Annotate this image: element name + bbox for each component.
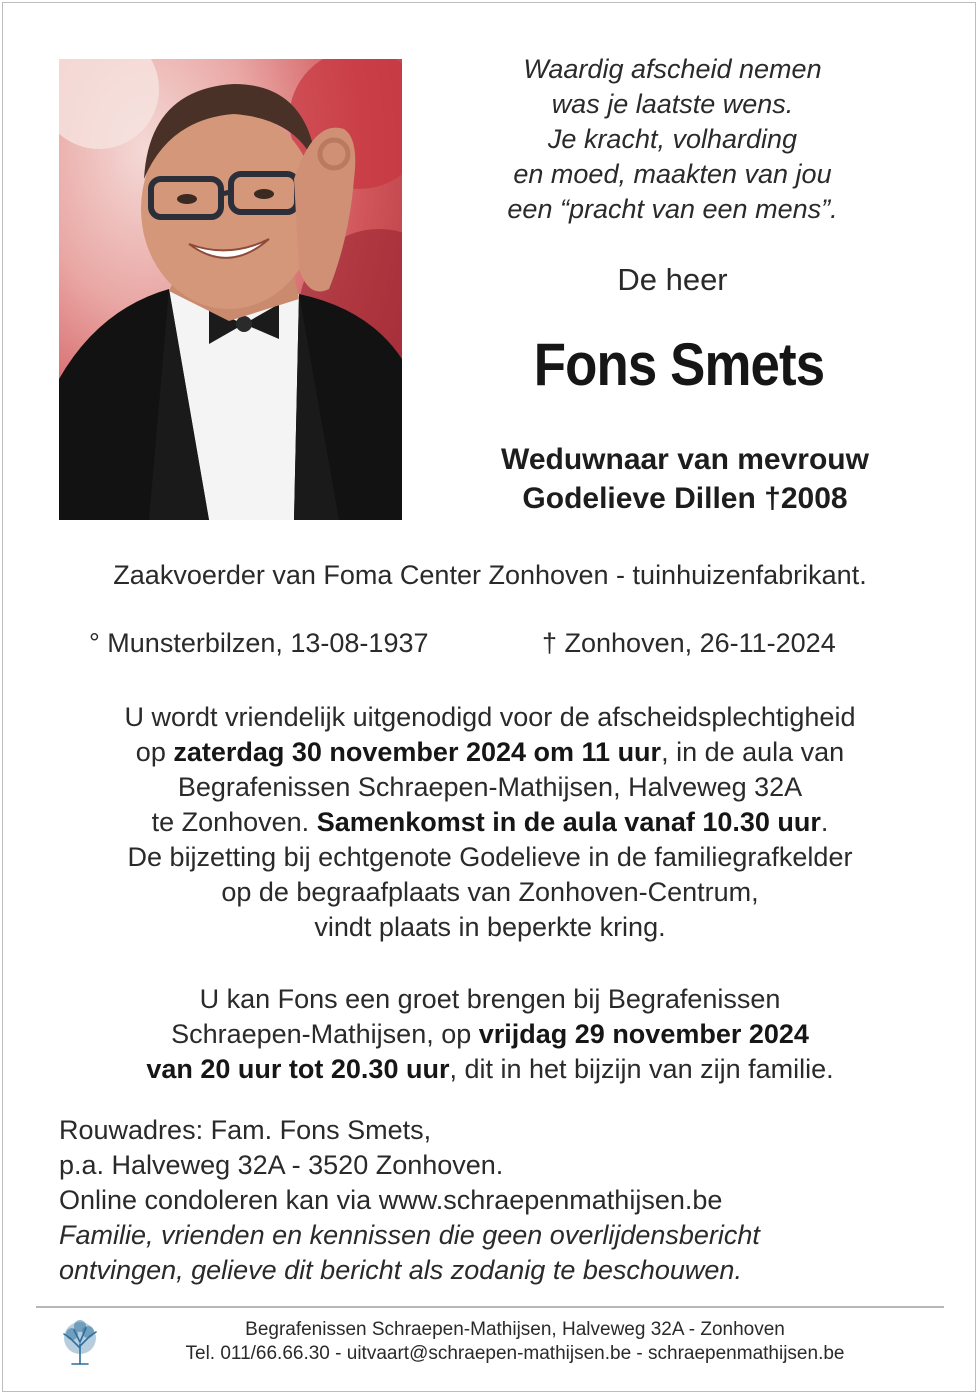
invitation-line: op zaterdag 30 november 2024 om 11 uur, in de aula van (135, 737, 845, 767)
mourning-address (59, 1113, 959, 1288)
visit-line: Schraepen-Mathijsen, op vrijdag 29 november 2024 (171, 1019, 809, 1049)
visitation-notice (0, 982, 980, 1087)
footer-address: Begrafenissen Schraepen-Mathijsen, Halveweg 32A - Zonhoven (245, 1319, 785, 1340)
widow-line: Weduwnaar van mevrouw (501, 443, 869, 476)
poem-line: was je laatste wens. (551, 89, 794, 119)
visit-time: van 20 uur tot 20.30 uur (146, 1054, 450, 1084)
visit-line: U kan Fons een groet brengen bij Begrafenissen (199, 984, 781, 1014)
poem (440, 52, 905, 227)
notice-line: ontvingen, gelieve dit bericht als zodanig te beschouwen. (59, 1255, 742, 1285)
invitation-line: te Zonhoven. Samenkomst in de aula vanaf 10.30 uur. (151, 807, 829, 837)
portrait-photo (59, 59, 402, 520)
birth-date: ° Munsterbilzen, 13-08-1937 (89, 628, 429, 658)
invitation-line: op de begraafplaats van Zonhoven-Centrum, (221, 877, 759, 907)
deceased-name: Fons Smets (533, 331, 825, 398)
invitation-line: U wordt vriendelijk uitgenodigd voor de afscheidsplechtigheid (124, 702, 856, 732)
footer-divider (36, 1306, 944, 1308)
footer-contact[interactable]: Tel. 011/66.66.30 - uitvaart@schraepen-mathijsen.be - schraepenmathijsen.be (185, 1343, 845, 1364)
funeral-home-footer (110, 1318, 920, 1366)
honorific: De heer (617, 262, 728, 297)
occupation: Zaakvoerder van Foma Center Zonhoven - tuinhuizenfabrikant. (113, 560, 867, 590)
poem-line: en moed, maakten van jou (513, 159, 832, 189)
widow-notice (440, 440, 930, 518)
ceremony-datetime: zaterdag 30 november 2024 om 11 uur (173, 737, 662, 767)
invitation-line: De bijzetting bij echtgenote Godelieve in de familiegrafkelder (127, 842, 853, 872)
visit-line: van 20 uur tot 20.30 uur, dit in het bijzijn van zijn familie. (146, 1054, 834, 1084)
condolence-link[interactable]: Online condoleren kan via www.schraepenmathijsen.be (59, 1185, 723, 1215)
death-date: † Zonhoven, 26-11-2024 (542, 628, 836, 658)
address-line: Rouwadres: Fam. Fons Smets, (59, 1115, 432, 1145)
poem-line: Je kracht, volharding (547, 124, 798, 154)
address-line: p.a. Halveweg 32A - 3520 Zonhoven. (59, 1150, 504, 1180)
notice-line: Familie, vrienden en kennissen die geen overlijdensbericht (59, 1220, 760, 1250)
invitation-line: vindt plaats in beperkte kring. (314, 912, 666, 942)
widow-line: Godelieve Dillen †2008 (522, 482, 848, 515)
poem-line: een “pracht van een mens”. (507, 194, 838, 224)
tree-logo-icon (58, 1318, 102, 1366)
poem-line: Waardig afscheid nemen (523, 54, 822, 84)
visit-date: vrijdag 29 november 2024 (478, 1019, 809, 1049)
invitation-line: Begrafenissen Schraepen-Mathijsen, Halveweg 32A (177, 772, 803, 802)
ceremony-invitation (0, 700, 980, 945)
gathering-time: Samenkomst in de aula vanaf 10.30 uur (316, 807, 821, 837)
